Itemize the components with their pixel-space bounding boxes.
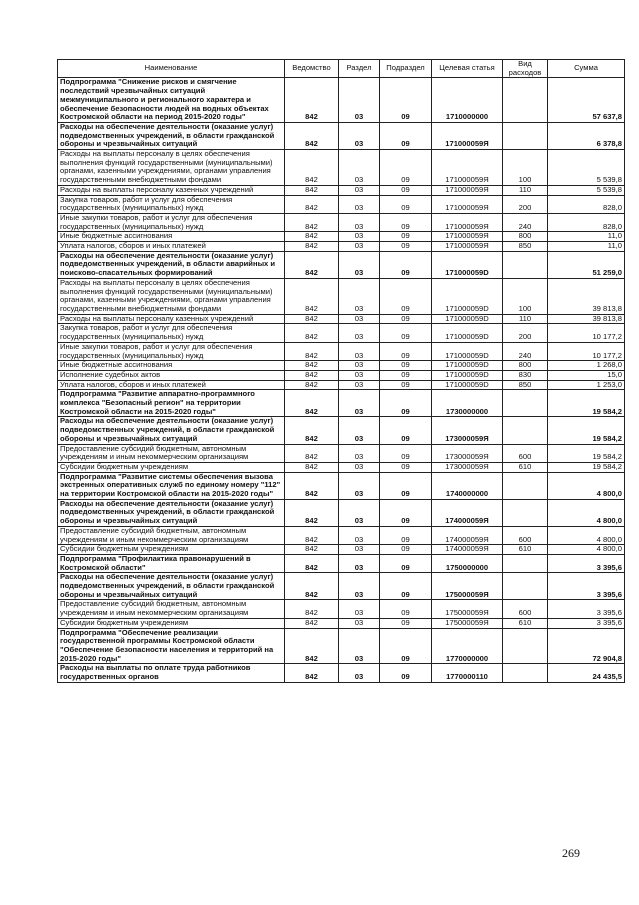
row-subsection-cell: 09 (380, 390, 432, 417)
table-row (58, 370, 625, 380)
table-row (58, 664, 625, 682)
row-section-cell: 03 (339, 618, 380, 628)
table-row (58, 417, 625, 444)
row-target-cell: 171000059Я (432, 122, 503, 149)
row-dept-cell: 842 (285, 185, 339, 195)
row-subsection-cell: 09 (380, 195, 432, 213)
row-name-cell: Закупка товаров, работ и услуг для обеспечения государственных (муниципальных) нужд (58, 195, 285, 213)
row-exptype-cell (503, 251, 548, 278)
row-name-cell: Уплата налогов, сборов и иных платежей (58, 242, 285, 252)
row-section-cell: 03 (339, 499, 380, 526)
row-dept-cell: 842 (285, 380, 339, 390)
row-target-cell: 173000059Я (432, 444, 503, 462)
row-exptype-cell: 600 (503, 444, 548, 462)
table-row (58, 122, 625, 149)
row-target-cell: 171000059D (432, 380, 503, 390)
row-section-cell: 03 (339, 122, 380, 149)
row-dept-cell: 842 (285, 324, 339, 342)
row-sum-cell: 11,0 (548, 242, 625, 252)
row-target-cell: 171000059Я (432, 150, 503, 186)
row-subsection-cell: 09 (380, 370, 432, 380)
row-target-cell: 175000059Я (432, 573, 503, 600)
row-section-cell: 03 (339, 361, 380, 371)
row-exptype-cell: 610 (503, 618, 548, 628)
row-section-cell: 03 (339, 390, 380, 417)
table-row (58, 380, 625, 390)
row-exptype-cell: 610 (503, 545, 548, 555)
page-number: 269 (562, 846, 580, 860)
row-exptype-cell: 800 (503, 232, 548, 242)
row-section-cell: 03 (339, 545, 380, 555)
row-section-cell: 03 (339, 472, 380, 499)
row-dept-cell: 842 (285, 150, 339, 186)
row-dept-cell: 842 (285, 526, 339, 544)
row-name-cell: Иные закупки товаров, работ и услуг для обеспечения государственных (муниципальных) нужд (58, 342, 285, 360)
row-sum-cell: 11,0 (548, 232, 625, 242)
row-target-cell: 1750000000 (432, 554, 503, 572)
header-subsection: Подраздел (380, 60, 432, 78)
row-target-cell: 171000059D (432, 278, 503, 314)
row-name-cell: Расходы на выплаты персоналу казенных учреждений (58, 314, 285, 324)
table-row (58, 472, 625, 499)
table-row (58, 600, 625, 618)
row-subsection-cell: 09 (380, 444, 432, 462)
row-target-cell: 173000059Я (432, 417, 503, 444)
row-sum-cell: 72 904,8 (548, 628, 625, 664)
row-name-cell: Расходы на выплаты по оплате труда работников государственных органов (58, 664, 285, 682)
row-dept-cell: 842 (285, 195, 339, 213)
row-subsection-cell: 09 (380, 314, 432, 324)
row-exptype-cell: 200 (503, 195, 548, 213)
row-exptype-cell: 800 (503, 361, 548, 371)
row-name-cell: Подпрограмма "Обеспечение реализации государственной программы Костромской области "Обеспечение безопасности населения и территорий на 2015-2020 годы" (58, 628, 285, 664)
row-exptype-cell (503, 472, 548, 499)
row-target-cell: 171000059Я (432, 213, 503, 231)
header-name: Наименование (58, 60, 285, 78)
row-target-cell: 174000059Я (432, 499, 503, 526)
row-exptype-cell (503, 78, 548, 123)
row-target-cell: 171000059Я (432, 242, 503, 252)
row-name-cell: Расходы на выплаты персоналу казенных учреждений (58, 185, 285, 195)
table-row (58, 242, 625, 252)
row-section-cell: 03 (339, 195, 380, 213)
header-exptype: Вид расходов (503, 60, 548, 78)
row-sum-cell: 6 378,8 (548, 122, 625, 149)
table-row (58, 618, 625, 628)
row-sum-cell: 10 177,2 (548, 342, 625, 360)
row-section-cell: 03 (339, 213, 380, 231)
table-row (58, 195, 625, 213)
row-name-cell: Уплата налогов, сборов и иных платежей (58, 380, 285, 390)
row-section-cell: 03 (339, 251, 380, 278)
row-target-cell: 1710000000 (432, 78, 503, 123)
row-subsection-cell: 09 (380, 342, 432, 360)
row-section-cell: 03 (339, 232, 380, 242)
row-name-cell: Субсидии бюджетным учреждениям (58, 618, 285, 628)
row-name-cell: Иные бюджетные ассигнования (58, 232, 285, 242)
row-section-cell: 03 (339, 342, 380, 360)
row-sum-cell: 828,0 (548, 213, 625, 231)
row-subsection-cell: 09 (380, 618, 432, 628)
row-target-cell: 174000059Я (432, 526, 503, 544)
row-name-cell: Расходы на выплаты персоналу в целях обеспечения выполнения функций государственными (муниципальными) органами, казенными учреждениями, органами управления государственными внебюджетными фондами (58, 150, 285, 186)
row-subsection-cell: 09 (380, 600, 432, 618)
row-sum-cell: 19 584,2 (548, 462, 625, 472)
row-dept-cell: 842 (285, 664, 339, 682)
row-name-cell: Расходы на обеспечение деятельности (оказание услуг) подведомственных учреждений, в области гражданской обороны и чрезвычайных ситуаций (58, 417, 285, 444)
table-row (58, 545, 625, 555)
row-name-cell: Иные бюджетные ассигнования (58, 361, 285, 371)
row-exptype-cell (503, 628, 548, 664)
row-subsection-cell: 09 (380, 545, 432, 555)
table-row (58, 444, 625, 462)
row-section-cell: 03 (339, 380, 380, 390)
row-sum-cell: 3 395,6 (548, 573, 625, 600)
row-exptype-cell (503, 554, 548, 572)
row-dept-cell: 842 (285, 122, 339, 149)
row-name-cell: Подпрограмма "Развитие аппаратно-программного комплекса "Безопасный регион" на территории Костромской области на 2015-2020 годы" (58, 390, 285, 417)
row-exptype-cell (503, 664, 548, 682)
row-dept-cell: 842 (285, 278, 339, 314)
header-section: Раздел (339, 60, 380, 78)
row-exptype-cell (503, 573, 548, 600)
table-row (58, 462, 625, 472)
row-subsection-cell: 09 (380, 462, 432, 472)
row-section-cell: 03 (339, 370, 380, 380)
row-name-cell: Субсидии бюджетным учреждениям (58, 462, 285, 472)
row-target-cell: 174000059Я (432, 545, 503, 555)
row-sum-cell: 1 268,0 (548, 361, 625, 371)
row-dept-cell: 842 (285, 462, 339, 472)
row-sum-cell: 15,0 (548, 370, 625, 380)
row-dept-cell: 842 (285, 370, 339, 380)
row-subsection-cell: 09 (380, 664, 432, 682)
row-section-cell: 03 (339, 324, 380, 342)
row-sum-cell: 3 395,6 (548, 554, 625, 572)
row-exptype-cell: 240 (503, 342, 548, 360)
row-dept-cell: 842 (285, 390, 339, 417)
row-dept-cell: 842 (285, 444, 339, 462)
row-target-cell: 171000059D (432, 370, 503, 380)
header-dept: Ведомство (285, 60, 339, 78)
row-name-cell: Иные закупки товаров, работ и услуг для обеспечения государственных (муниципальных) нужд (58, 213, 285, 231)
row-name-cell: Предоставление субсидий бюджетным, автономным учреждениям и иным некоммерческим организациям (58, 444, 285, 462)
row-section-cell: 03 (339, 664, 380, 682)
header-sum: Сумма (548, 60, 625, 78)
row-target-cell: 1740000000 (432, 472, 503, 499)
row-target-cell: 173000059Я (432, 462, 503, 472)
row-section-cell: 03 (339, 78, 380, 123)
row-sum-cell: 3 395,6 (548, 600, 625, 618)
row-dept-cell: 842 (285, 342, 339, 360)
row-subsection-cell: 09 (380, 78, 432, 123)
table-row (58, 213, 625, 231)
row-section-cell: 03 (339, 185, 380, 195)
row-dept-cell: 842 (285, 213, 339, 231)
row-exptype-cell: 600 (503, 600, 548, 618)
row-subsection-cell: 09 (380, 213, 432, 231)
row-dept-cell: 842 (285, 314, 339, 324)
row-target-cell: 171000059D (432, 342, 503, 360)
row-exptype-cell: 100 (503, 278, 548, 314)
row-exptype-cell: 110 (503, 314, 548, 324)
row-subsection-cell: 09 (380, 361, 432, 371)
table-header-row (58, 60, 625, 78)
table-row (58, 499, 625, 526)
row-sum-cell: 57 637,8 (548, 78, 625, 123)
row-exptype-cell: 240 (503, 213, 548, 231)
table-body (58, 78, 625, 682)
table-row (58, 314, 625, 324)
row-section-cell: 03 (339, 600, 380, 618)
table-row (58, 526, 625, 544)
table-row (58, 251, 625, 278)
table-row (58, 78, 625, 123)
row-exptype-cell: 850 (503, 242, 548, 252)
row-sum-cell: 4 800,0 (548, 526, 625, 544)
row-sum-cell: 828,0 (548, 195, 625, 213)
row-sum-cell: 39 813,8 (548, 278, 625, 314)
row-name-cell: Закупка товаров, работ и услуг для обеспечения государственных (муниципальных) нужд (58, 324, 285, 342)
row-section-cell: 03 (339, 628, 380, 664)
row-section-cell: 03 (339, 526, 380, 544)
row-target-cell: 171000059Я (432, 185, 503, 195)
row-exptype-cell: 610 (503, 462, 548, 472)
row-section-cell: 03 (339, 573, 380, 600)
row-exptype-cell: 600 (503, 526, 548, 544)
row-target-cell: 171000059Я (432, 232, 503, 242)
row-section-cell: 03 (339, 444, 380, 462)
row-sum-cell: 5 539,8 (548, 150, 625, 186)
row-name-cell: Субсидии бюджетным учреждениям (58, 545, 285, 555)
budget-table (57, 59, 625, 683)
row-sum-cell: 19 584,2 (548, 390, 625, 417)
row-subsection-cell: 09 (380, 499, 432, 526)
row-subsection-cell: 09 (380, 232, 432, 242)
row-dept-cell: 842 (285, 78, 339, 123)
row-exptype-cell: 100 (503, 150, 548, 186)
table-row (58, 361, 625, 371)
row-dept-cell: 842 (285, 573, 339, 600)
row-exptype-cell: 110 (503, 185, 548, 195)
row-sum-cell: 24 435,5 (548, 664, 625, 682)
row-sum-cell: 10 177,2 (548, 324, 625, 342)
row-name-cell: Подпрограмма "Развитие системы обеспечения вызова экстренных оперативных служб по единому номеру "112" на территории Костромской области на 2015-2020 годы" (58, 472, 285, 499)
row-target-cell: 171000059D (432, 361, 503, 371)
row-target-cell: 1730000000 (432, 390, 503, 417)
row-subsection-cell: 09 (380, 150, 432, 186)
row-exptype-cell (503, 417, 548, 444)
row-name-cell: Предоставление субсидий бюджетным, автономным учреждениям и иным некоммерческим организациям (58, 526, 285, 544)
row-dept-cell: 842 (285, 232, 339, 242)
row-name-cell: Расходы на обеспечение деятельности (оказание услуг) подведомственных учреждений, в области гражданской обороны и чрезвычайных ситуаций (58, 573, 285, 600)
row-section-cell: 03 (339, 278, 380, 314)
row-dept-cell: 842 (285, 417, 339, 444)
row-name-cell: Предоставление субсидий бюджетным, автономным учреждениям и иным некоммерческим организациям (58, 600, 285, 618)
table-row (58, 573, 625, 600)
row-name-cell: Исполнение судебных актов (58, 370, 285, 380)
row-dept-cell: 842 (285, 472, 339, 499)
row-sum-cell: 4 800,0 (548, 545, 625, 555)
row-subsection-cell: 09 (380, 526, 432, 544)
table-row (58, 150, 625, 186)
table-row (58, 554, 625, 572)
row-subsection-cell: 09 (380, 122, 432, 149)
row-subsection-cell: 09 (380, 472, 432, 499)
row-exptype-cell: 830 (503, 370, 548, 380)
row-section-cell: 03 (339, 554, 380, 572)
row-sum-cell: 4 800,0 (548, 472, 625, 499)
row-exptype-cell: 200 (503, 324, 548, 342)
row-exptype-cell (503, 499, 548, 526)
row-dept-cell: 842 (285, 618, 339, 628)
row-exptype-cell (503, 122, 548, 149)
row-name-cell: Расходы на обеспечение деятельности (оказание услуг) подведомственных учреждений, в области гражданской обороны и чрезвычайных ситуаций (58, 122, 285, 149)
row-dept-cell: 842 (285, 499, 339, 526)
row-sum-cell: 1 253,0 (548, 380, 625, 390)
row-target-cell: 175000059Я (432, 618, 503, 628)
table-row (58, 342, 625, 360)
row-sum-cell: 4 800,0 (548, 499, 625, 526)
row-target-cell: 171000059Я (432, 195, 503, 213)
row-subsection-cell: 09 (380, 554, 432, 572)
row-section-cell: 03 (339, 314, 380, 324)
row-dept-cell: 842 (285, 361, 339, 371)
row-section-cell: 03 (339, 242, 380, 252)
row-subsection-cell: 09 (380, 417, 432, 444)
row-subsection-cell: 09 (380, 628, 432, 664)
row-exptype-cell: 850 (503, 380, 548, 390)
row-dept-cell: 842 (285, 628, 339, 664)
row-name-cell: Подпрограмма "Профилактика правонарушений в Костромской области" (58, 554, 285, 572)
row-section-cell: 03 (339, 462, 380, 472)
row-target-cell: 171000059D (432, 314, 503, 324)
row-subsection-cell: 09 (380, 251, 432, 278)
row-exptype-cell (503, 390, 548, 417)
row-dept-cell: 842 (285, 545, 339, 555)
row-subsection-cell: 09 (380, 278, 432, 314)
row-target-cell: 171000059D (432, 251, 503, 278)
row-target-cell: 175000059Я (432, 600, 503, 618)
table-row (58, 628, 625, 664)
row-subsection-cell: 09 (380, 380, 432, 390)
row-name-cell: Расходы на выплаты персоналу в целях обеспечения выполнения функций государственными (муниципальными) органами, казенными учреждениями, органами управления государственными внебюджетными фондами (58, 278, 285, 314)
row-name-cell: Расходы на обеспечение деятельности (оказание услуг) подведомственных учреждений, в области аварийных и поисково-спасательных формирований (58, 251, 285, 278)
row-sum-cell: 5 539,8 (548, 185, 625, 195)
row-name-cell: Расходы на обеспечение деятельности (оказание услуг) подведомственных учреждений, в области гражданской обороны и чрезвычайных ситуаций (58, 499, 285, 526)
budget-table-sheet (57, 59, 624, 683)
row-dept-cell: 842 (285, 251, 339, 278)
row-dept-cell: 842 (285, 242, 339, 252)
table-row (58, 278, 625, 314)
row-subsection-cell: 09 (380, 573, 432, 600)
table-row (58, 390, 625, 417)
row-sum-cell: 39 813,8 (548, 314, 625, 324)
row-subsection-cell: 09 (380, 324, 432, 342)
row-sum-cell: 3 395,6 (548, 618, 625, 628)
table-row (58, 324, 625, 342)
row-sum-cell: 19 584,2 (548, 444, 625, 462)
row-dept-cell: 842 (285, 554, 339, 572)
row-target-cell: 1770000110 (432, 664, 503, 682)
table-row (58, 232, 625, 242)
row-target-cell: 171000059D (432, 324, 503, 342)
row-name-cell: Подпрограмма "Снижение рисков и смягчение последствий чрезвычайных ситуаций межмуниципального и регионального характера и обеспечение безопасности людей на водных объектах Костромской области на период 2015-2020 годы" (58, 78, 285, 123)
row-subsection-cell: 09 (380, 242, 432, 252)
row-sum-cell: 19 584,2 (548, 417, 625, 444)
row-subsection-cell: 09 (380, 185, 432, 195)
row-sum-cell: 51 259,0 (548, 251, 625, 278)
row-section-cell: 03 (339, 417, 380, 444)
row-target-cell: 1770000000 (432, 628, 503, 664)
row-section-cell: 03 (339, 150, 380, 186)
row-dept-cell: 842 (285, 600, 339, 618)
header-target: Целевая статья (432, 60, 503, 78)
table-row (58, 185, 625, 195)
